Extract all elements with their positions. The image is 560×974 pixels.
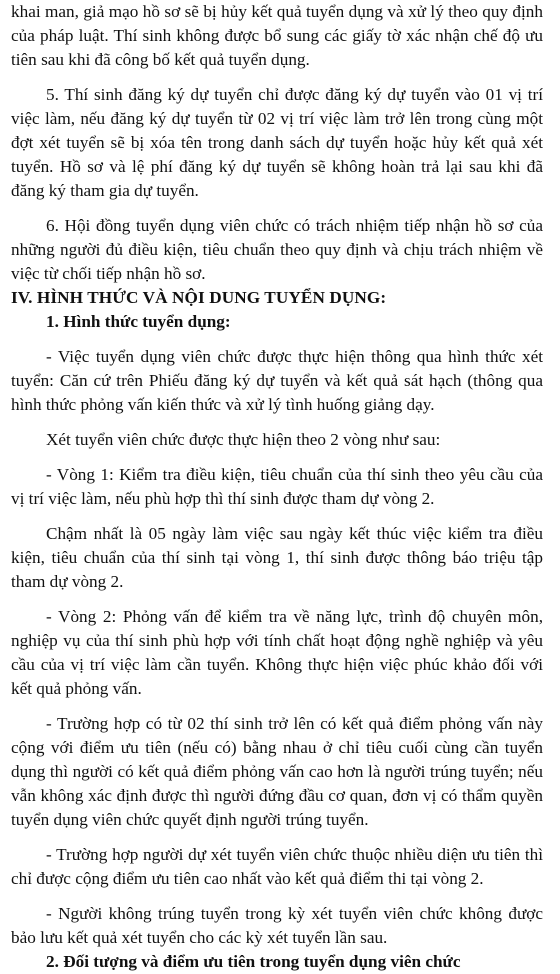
paragraph-round-1: - Vòng 1: Kiểm tra điều kiện, tiêu chuẩn của thí sinh theo yêu cầu của vị trí việc làm, nếu phù hợp thì thí sinh được tham dự vòng 2. [11,465,543,508]
paragraph-continuation: khai man, giả mạo hồ sơ sẽ bị hủy kết quả tuyển dụng và xử lý theo quy định của pháp luật. Thí sinh không được bổ sung các giấy tờ xác nhận chế độ ưu tiên sau khi đã công bố kết quả tuyển dụng. [11,2,543,69]
paragraph-item-6: 6. Hội đồng tuyển dụng viên chức có trách nhiệm tiếp nhận hồ sơ của những người đủ điều kiện, tiêu chuẩn theo quy định và chịu trách nhiệm về việc từ chối tiếp nhận hồ sơ. [11,216,543,283]
paragraph-round-2: - Vòng 2: Phỏng vấn để kiểm tra về năng lực, trình độ chuyên môn, nghiệp vụ của thí sinh phù hợp với tính chất hoạt động nghề nghiệp và yêu cầu của vị trí việc làm cần tuyển. Không thực hiện việc phúc khảo đối với kết quả phỏng vấn. [11,607,543,698]
section-heading-iv: IV. HÌNH THỨC VÀ NỘI DUNG TUYỂN DỤNG: [11,288,387,307]
paragraph-notice: Chậm nhất là 05 ngày làm việc sau ngày kết thúc việc kiểm tra điều kiện, tiêu chuẩn của thí sinh tại vòng 1, thí sinh được thông báo triệu tập tham dự vòng 2. [11,524,543,591]
paragraph-no-reserve: - Người không trúng tuyển trong kỳ xét tuyển viên chức không được bảo lưu kết quả xét tuyển cho các kỳ xét tuyển lần sau. [11,904,543,947]
paragraph-item-5: 5. Thí sinh đăng ký dự tuyển chỉ được đăng ký dự tuyển vào 01 vị trí việc làm, nếu đăng ký dự tuyển từ 02 vị trí việc làm trở lên trong cùng một đợt xét tuyển sẽ bị xóa tên trong danh sách dự tuyển hoặc hủy kết quả xét tuyển. Hồ sơ và lệ phí đăng ký dự tuyển sẽ không hoàn trả lại sau khi đã đăng ký tham gia dự tuyển. [11,85,543,200]
paragraph-form: - Việc tuyển dụng viên chức được thực hiện thông qua hình thức xét tuyển: Căn cứ trên Phiếu đăng ký dự tuyển và kết quả sát hạch (thông qua hình thức phỏng vấn kiến thức và xử lý tình huống giảng dạy. [11,347,543,414]
paragraph-rounds-intro: Xét tuyển viên chức được thực hiện theo 2 vòng như sau: [46,430,441,449]
paragraph-tie-break: - Trường hợp có từ 02 thí sinh trở lên có kết quả điểm phỏng vấn này cộng với điểm ưu tiên (nếu có) bằng nhau ở chỉ tiêu cuối cùng cần tuyển dụng thì người có kết quả điểm phỏng vấn cao hơn là người trúng tuyển; nếu vẫn không xác định được thì người đứng đầu cơ quan, đơn vị có thẩm quyền tuyển dụng viên chức quyết định người trúng tuyển. [11,714,543,829]
paragraph-priority: - Trường hợp người dự xét tuyển viên chức thuộc nhiều diện ưu tiên thì chỉ được cộng điểm ưu tiên cao nhất vào kết quả điểm thi tại vòng 2. [11,845,543,888]
sub-heading-priority: 2. Đối tượng và điểm ưu tiên trong tuyển dụng viên chức [46,952,461,971]
sub-heading-form: 1. Hình thức tuyển dụng: [46,312,231,331]
